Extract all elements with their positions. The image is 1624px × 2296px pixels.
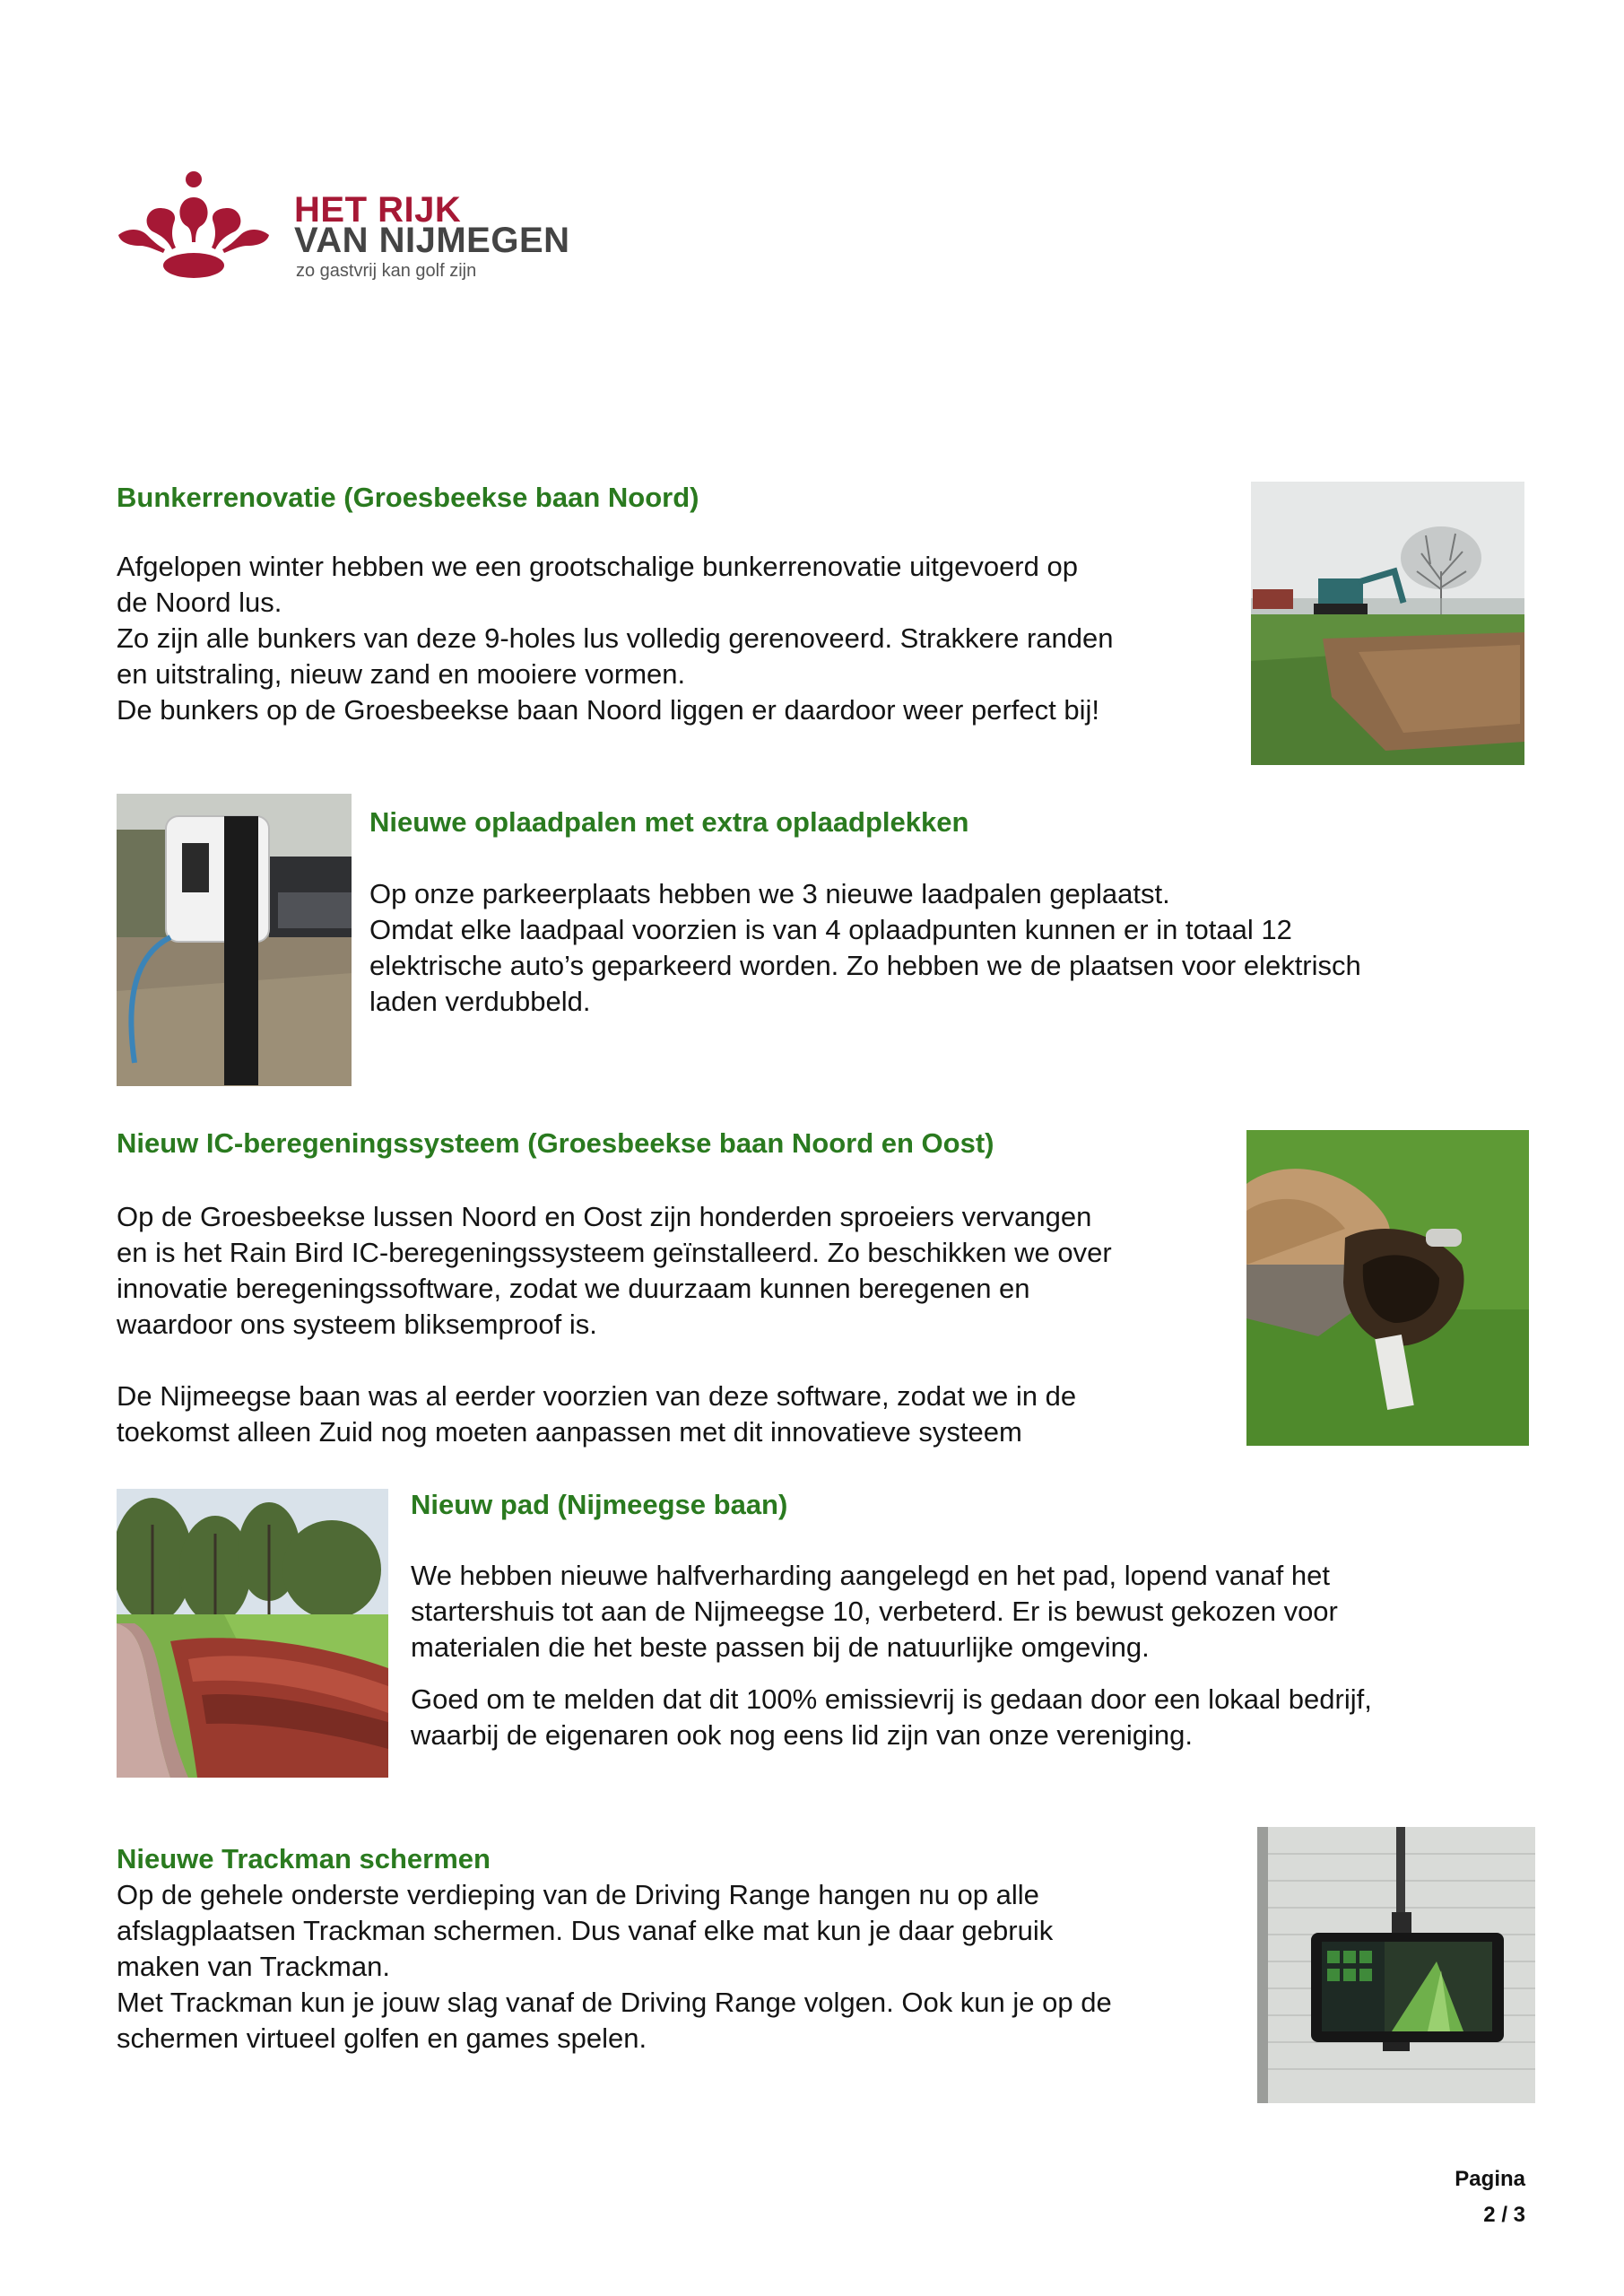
trackman-screen-photo — [1257, 1827, 1535, 2103]
irrigation-line: en is het Rain Bird IC-beregeningssysteem geïnstalleerd. Zo beschikken we over — [117, 1237, 1112, 1268]
path-line: materialen die het beste passen bij de natuurlijke omgeving. — [411, 1631, 1150, 1663]
irrigation-line: De Nijmeegse baan was al eerder voorzien van deze software, zodat we in de — [117, 1380, 1077, 1412]
page-label: Pagina — [1455, 2167, 1525, 2191]
bunker-excavation-photo — [1251, 482, 1524, 765]
path-heading: Nieuw pad (Nijmeegse baan) — [411, 1489, 788, 1520]
logo-line2: VAN NIJMEGEN — [294, 221, 570, 260]
charging-line: Omdat elke laadpaal voorzien is van 4 oplaadpunten kunnen er in totaal 12 — [369, 914, 1292, 945]
path-text — [411, 1558, 1576, 1753]
irrigation-heading: Nieuw IC-beregeningssysteem (Groesbeekse baan Noord en Oost) — [117, 1127, 994, 1159]
path-line: startershuis tot aan de Nijmeegse 10, verbeterd. Er is bewust gekozen voor — [411, 1596, 1338, 1627]
trackman-line: maken van Trackman. — [117, 1951, 390, 1982]
logo-line1: HET RIJK — [294, 190, 462, 230]
bunker-line: de Noord lus. — [117, 587, 282, 618]
path-line: Goed om te melden dat dit 100% emissievrij is gedaan door een lokaal bedrijf, — [411, 1683, 1372, 1715]
irrigation-line: toekomst alleen Zuid nog moeten aanpassen met dit innovatieve systeem — [117, 1416, 1022, 1448]
charging-line: laden verdubbeld. — [369, 986, 591, 1017]
path-line: We hebben nieuwe halfverharding aangelegd en het pad, lopend vanaf het — [411, 1560, 1330, 1591]
bunker-text — [117, 549, 1211, 728]
charging-line: Op onze parkeerplaats hebben we 3 nieuwe laadpalen geplaatst. — [369, 878, 1170, 909]
irrigation-text — [117, 1199, 1220, 1450]
logo-tagline: zo gastvrij kan golf zijn — [296, 261, 477, 281]
bunker-line: Zo zijn alle bunkers van deze 9-holes lus volledig gerenoveerd. Strakkere randen — [117, 622, 1114, 654]
charging-line: elektrische auto’s geparkeerd worden. Zo hebben we de plaatsen voor elektrisch — [369, 950, 1361, 981]
trackman-text — [117, 1877, 1238, 2057]
page-number: 2 / 3 — [1483, 2203, 1525, 2227]
trackman-line: Met Trackman kun je jouw slag vanaf de Driving Range volgen. Ook kun je op de — [117, 1987, 1112, 2018]
irrigation-line: waardoor ons systeem bliksemproof is. — [117, 1309, 597, 1340]
irrigation-line: Op de Groesbeekse lussen Noord en Oost zijn honderden sproeiers vervangen — [117, 1201, 1092, 1232]
bunker-line: De bunkers op de Groesbeekse baan Noord liggen er daardoor weer perfect bij! — [117, 694, 1099, 726]
charging-heading: Nieuwe oplaadpalen met extra oplaadplekken — [369, 806, 969, 838]
trackman-line: afslagplaatsen Trackman schermen. Dus vanaf elke mat kun je daar gebruik — [117, 1915, 1054, 1946]
logo-mark-icon — [115, 170, 276, 283]
charging-text — [369, 876, 1535, 1020]
irrigation-dig-photo — [1246, 1130, 1529, 1446]
bunker-line: Afgelopen winter hebben we een grootschalige bunkerrenovatie uitgevoerd op — [117, 551, 1078, 582]
bunker-line: en uitstraling, nieuw zand en mooiere vormen. — [117, 658, 686, 690]
logo — [115, 170, 599, 287]
trackman-line: schermen virtueel golfen en games spelen. — [117, 2022, 647, 2054]
path-line: waarbij de eigenaren ook nog eens lid zijn van onze vereniging. — [411, 1719, 1194, 1751]
trackman-line: Op de gehele onderste verdieping van de Driving Range hangen nu op alle — [117, 1879, 1039, 1910]
golf-path-photo — [117, 1489, 388, 1778]
trackman-heading: Nieuwe Trackman schermen — [117, 1843, 491, 1874]
ev-charger-photo — [117, 794, 352, 1086]
bunker-heading: Bunkerrenovatie (Groesbeekse baan Noord) — [117, 482, 699, 513]
irrigation-line: innovatie beregeningssoftware, zodat we duurzaam kunnen beregenen en — [117, 1273, 1030, 1304]
